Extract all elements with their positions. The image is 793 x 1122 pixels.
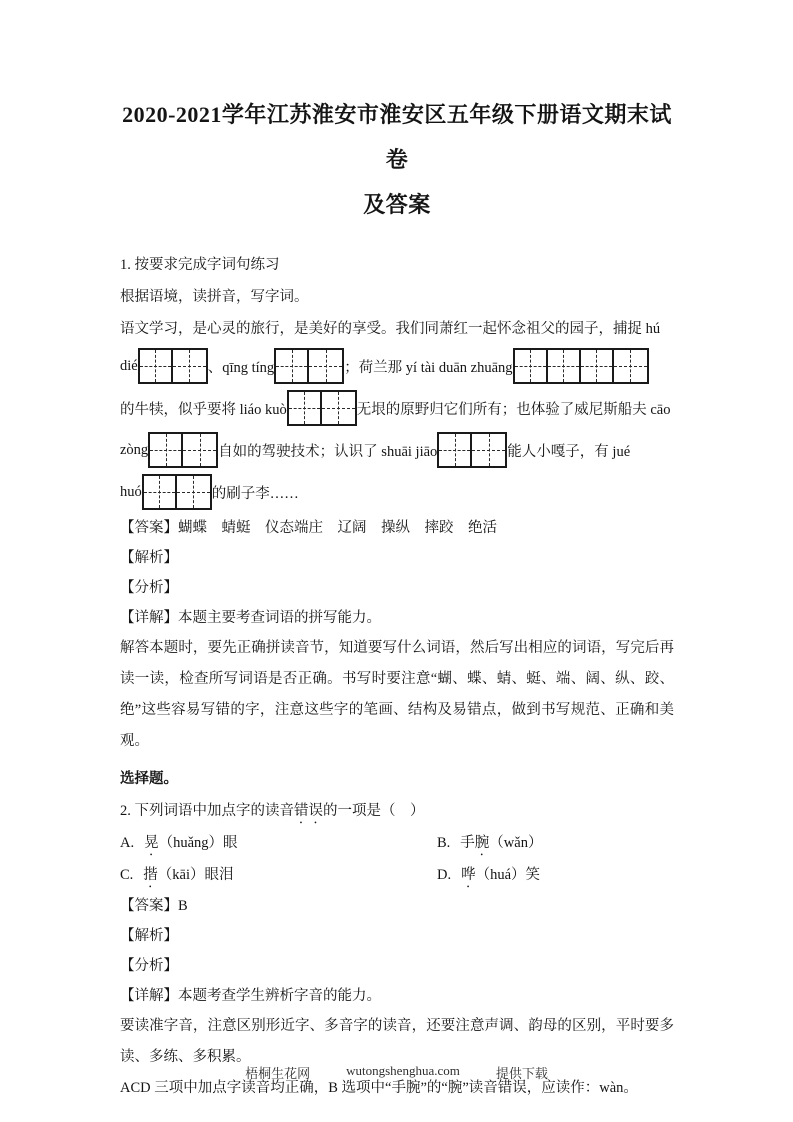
option-a-emphasized-char: 晃 (144, 835, 159, 851)
document-title-line2: 及答案 (363, 192, 431, 217)
page-footer (0, 1063, 793, 1082)
question-2-breakdown-label: 【分析】 (120, 958, 178, 974)
question-1-heading: 1. 按要求完成字词句练习 (120, 257, 280, 273)
footer-site-name: 梧桐生花网 (245, 1066, 311, 1081)
option-c-emphasized-char: 揩 (143, 867, 158, 883)
option-b-pre: 手 (460, 835, 475, 851)
pinyin-yitai-duanzhuang: ；荷兰那 yí tài duān zhuāng (344, 359, 513, 376)
writing-grid-liaokuo (287, 390, 357, 426)
question-1-breakdown-label: 【分析】 (120, 580, 178, 596)
option-d (437, 859, 674, 891)
option-a-rest: （huǎng）眼 (158, 835, 238, 851)
option-c (120, 859, 437, 891)
document-title-line1: 2020-2021学年江苏淮安市淮安区五年级下册语文期末试卷 (122, 102, 672, 172)
pinyin-shuaijiao: 自如的驾驶技术；认识了 shuāi jiāo (218, 443, 438, 460)
section-heading-choice: 选择题。 (120, 771, 178, 787)
document-title (120, 92, 674, 227)
question-2-detail-paragraph: 要读准字音，注意区别形近字、多音字的读音，还要注意声调、韵母的区别，平时要多读、多练、多积累。 (120, 1018, 674, 1065)
question-1 (120, 249, 674, 757)
writing-grid-juehuo (142, 474, 212, 510)
question-2 (120, 795, 674, 1104)
question-2-stem-post: 的一项是（ ） (323, 803, 425, 819)
pinyin-qingting: 、qīng tíng (207, 359, 275, 376)
question-2-stem (120, 795, 674, 827)
pinyin-liaokuo: 的牛犊，似乎要将 liáo kuò (120, 401, 287, 418)
option-d-label: D. (437, 867, 452, 883)
option-c-label: C. (120, 867, 134, 883)
question-2-stem-emphasized: 错误 (294, 803, 323, 819)
fill-in-line-b (120, 387, 674, 429)
line-b-tail-text: 无垠的原野归它们所有；也体验了威尼斯船夫 cāo (356, 401, 671, 418)
option-b-emphasized-char: 腕 (474, 835, 490, 851)
fill-in-line-c (120, 429, 674, 471)
question-2-answer: 【答案】B (120, 898, 188, 914)
footer-site-url: wutongshenghua.com (346, 1063, 460, 1078)
option-d-rest: （huá）笑 (475, 867, 541, 883)
fill-in-line-d (120, 471, 674, 513)
footer-download-text: 提供下载 (495, 1066, 548, 1081)
question-1-detail-paragraph: 解答本题时，要先正确拼读音节，知道要写什么词语，然后写出相应的词语，写完后再读一读，检查所写词语是否正确。书写时要注意“蝴、蝶、蜻、蜓、端、阔、纵、跤、绝”这些容易写错的字，注意这些字的笔画、结构及易错点，做到书写规范、正确和美观。 (120, 640, 674, 749)
option-b-label: B. (437, 835, 451, 851)
question-2-stem-pre: 2. 下列词语中加点字的读音 (120, 803, 294, 819)
writing-grid-qingting (274, 348, 344, 384)
option-b-rest: （wǎn） (489, 835, 543, 851)
question-2-analysis-label: 【解析】 (120, 928, 178, 944)
option-b (437, 827, 674, 859)
question-1-analysis-label: 【解析】 (120, 550, 178, 566)
question-2-options (120, 827, 674, 891)
question-1-detail-heading: 【详解】本题主要考查词语的拼写能力。 (120, 610, 381, 626)
option-c-rest: （kāi）眼泪 (157, 867, 234, 883)
option-a (120, 827, 437, 859)
fill-in-line-a (120, 345, 674, 387)
writing-grid-shuaijiao (437, 432, 507, 468)
writing-grid-caozong (148, 432, 218, 468)
writing-grid-hudie (138, 348, 208, 384)
line-d-tail-text: 的刷子李…… (211, 485, 299, 502)
pinyin-zong: zòng (120, 441, 149, 458)
question-1-intro-text: 语文学习，是心灵的旅行，是美好的享受。我们同萧红一起怀念祖父的园子，捕捉 hú (120, 321, 661, 337)
option-a-label: A. (120, 835, 135, 851)
question-1-answer: 【答案】蝴蝶 蜻蜓 仪态端庄 辽阔 操纵 摔跤 绝活 (120, 520, 497, 536)
document-content (120, 0, 674, 1104)
question-1-instruction: 根据语境，读拼音，写字词。 (120, 289, 309, 305)
question-2-detail-conclusion: ACD 三项中加点字读音均正确，B 选项中“手腕”的“腕”读音错误，应读作：wàn。 (120, 1080, 638, 1096)
writing-grid-yitaiduanzhuang (513, 348, 649, 384)
pinyin-huo: huó (120, 483, 142, 500)
pinyin-die: dié (120, 357, 138, 374)
question-2-detail-heading: 【详解】本题考查学生辨析字音的能力。 (120, 988, 381, 1004)
line-c-tail-text: 能人小嘎子，有 jué (507, 443, 631, 460)
option-d-emphasized-char: 哗 (461, 867, 476, 883)
